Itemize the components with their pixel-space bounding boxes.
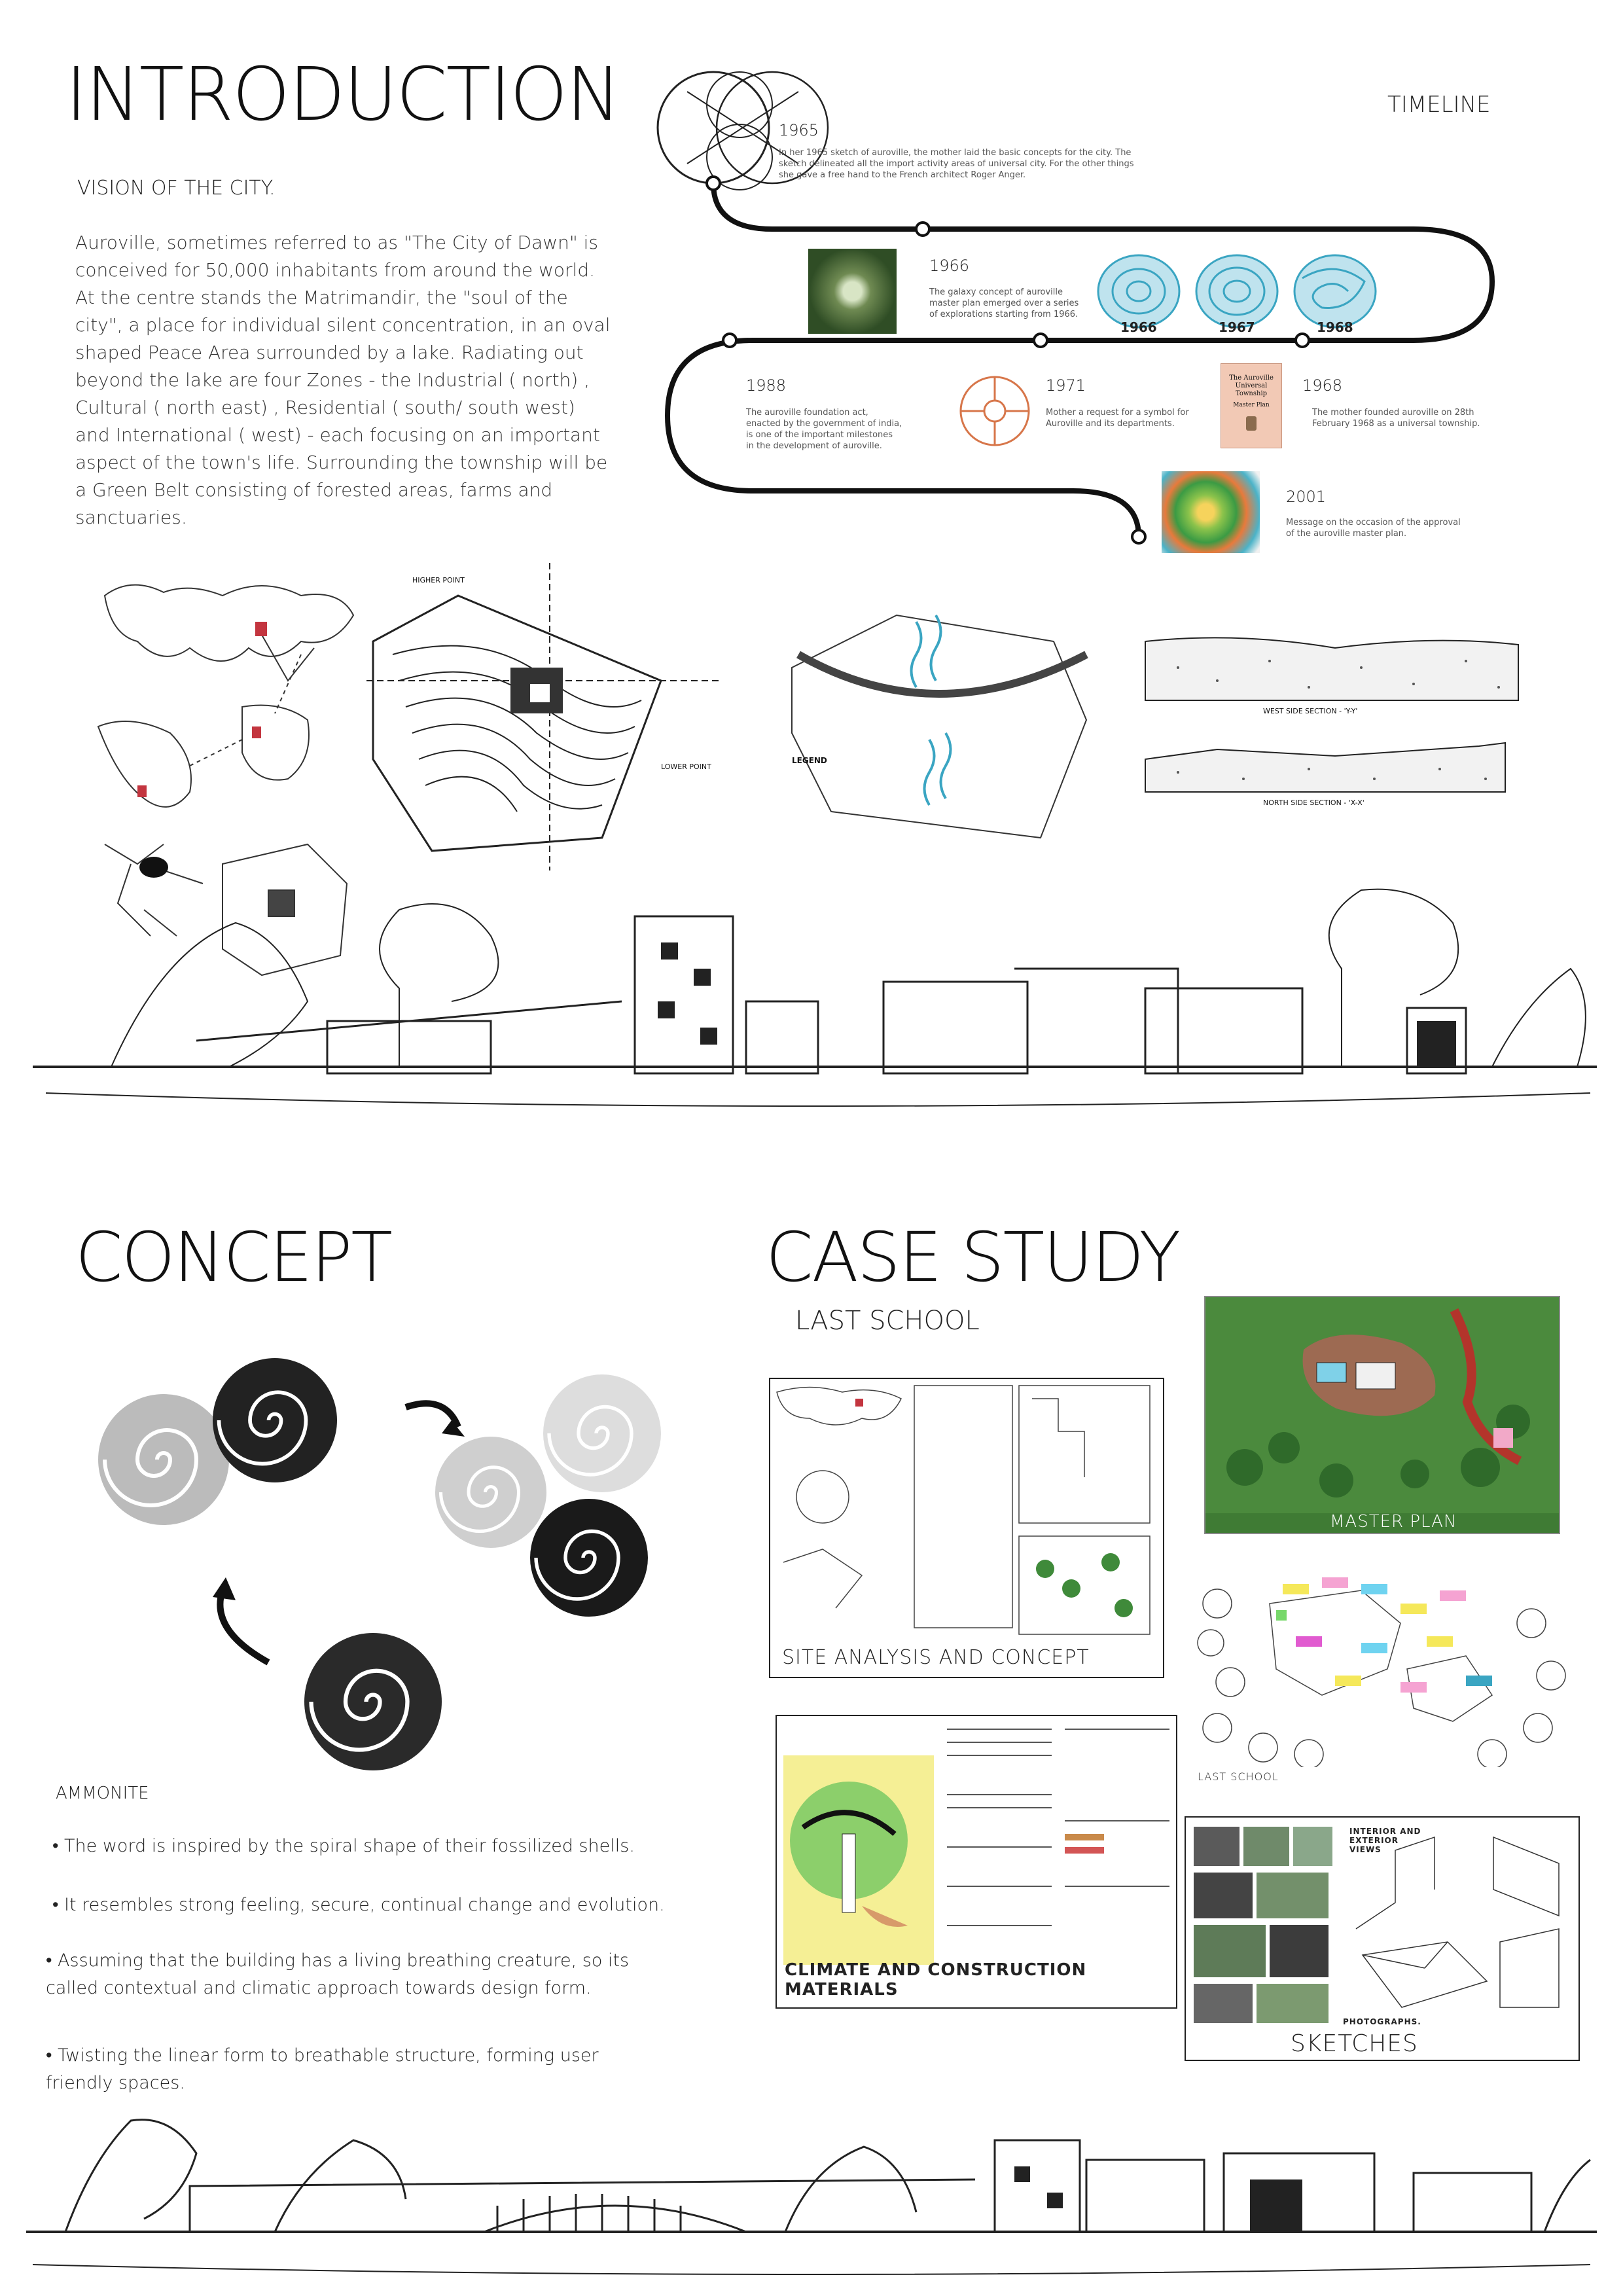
label-north-section: NORTH SIDE SECTION - 'X-X' bbox=[1263, 798, 1364, 807]
photo bbox=[1243, 1827, 1289, 1866]
photo-grid bbox=[1194, 1827, 1338, 2030]
timeline-text-1988: The auroville foundation act, enacted by the government of india, is one of the important milestones in the development of auroville. bbox=[746, 408, 902, 451]
climate-sheet bbox=[777, 1716, 1176, 1971]
caption-master-plan: MASTER PLAN bbox=[1330, 1512, 1457, 1532]
streetscape-sketch-bottom bbox=[26, 2081, 1597, 2291]
intro-subtitle: VISION OF THE CITY. bbox=[77, 177, 276, 200]
caption-climate: CLIMATE AND CONSTRUCTION MATERIALS bbox=[785, 1960, 1087, 2000]
label-lower-point: LOWER POINT bbox=[661, 762, 711, 771]
galaxy-photo bbox=[808, 249, 897, 334]
galaxy-label-1967: 1967 bbox=[1219, 319, 1255, 335]
master-plan-2001-image bbox=[1162, 471, 1260, 553]
label-west-section: WEST SIDE SECTION - 'Y-Y' bbox=[1263, 707, 1358, 715]
timeline-text-2001: Message on the occasion of the approval of the auroville master plan. bbox=[1286, 518, 1461, 539]
caption-photographs: PHOTOGRAPHS. bbox=[1343, 2017, 1421, 2026]
streetscape-sketch-top bbox=[33, 870, 1597, 1152]
concept-bullet-text: The word is inspired by the spiral shape of their fossilized shells. bbox=[64, 1836, 635, 1856]
caption-interior: INTERIOR AND EXTERIOR VIEWS bbox=[1349, 1827, 1421, 1854]
concept-label: AMMONITE bbox=[56, 1784, 149, 1803]
timeline-year-1988: 1988 bbox=[746, 376, 787, 395]
concept-bullet-4: • Twisting the linear form to breathable structure, forming user friendly spaces. bbox=[46, 2045, 599, 2093]
site-sections bbox=[1139, 622, 1590, 818]
photo bbox=[1194, 1984, 1253, 2023]
galaxy-label-1966: 1966 bbox=[1120, 319, 1157, 335]
auroville-symbol-icon bbox=[955, 372, 1034, 450]
timeline-year-2001: 2001 bbox=[1286, 488, 1327, 506]
master-plan-drawing bbox=[1205, 1297, 1559, 1513]
photo bbox=[1194, 1873, 1253, 1918]
contour-site-plan bbox=[353, 563, 720, 870]
photo bbox=[1270, 1925, 1329, 1977]
concept-bullet-text: Twisting the linear form to breathable structure, forming user friendly spaces. bbox=[46, 2045, 599, 2093]
caption-sketches: SKETCHES bbox=[1291, 2030, 1418, 2057]
timeline-text-1966: The galaxy concept of auroville master plan emerged over a series of explorations starting from 1966. bbox=[929, 287, 1079, 319]
timeline-year-1968: 1968 bbox=[1302, 376, 1343, 395]
concept-title: CONCEPT bbox=[75, 1217, 391, 1297]
concept-bullet-text: Assuming that the building has a living breathing creature, so its called contextual and climatic approach towards design form. bbox=[46, 1950, 630, 1998]
caption-last-school: LAST SCHOOL bbox=[1198, 1770, 1279, 1783]
panel-site-analysis bbox=[769, 1378, 1164, 1678]
galaxy-label-1968: 1968 bbox=[1317, 319, 1353, 335]
photo bbox=[1194, 1925, 1266, 1977]
concept-bullet-text: It resembles strong feeling, secure, continual change and evolution. bbox=[64, 1895, 665, 1915]
photo bbox=[1293, 1827, 1332, 1866]
intro-paragraph: Auroville, sometimes referred to as "The City of Dawn" is conceived for 50,000 inhabitants from around the world. At the centre stands the Matrimandir, the "soul of the city", a place for individual silent concentration, in an oval shaped Peace Area surrounded by a lake. Radiating out beyond the lake are four Zones - the Industrial ( north) , Cultural ( north east) , Residential ( south/ south west) and International ( west) - each focusing on an important aspect of the town's life. Surrounding the township will be a Green Belt consisting of forested areas, farms and sanctuaries. bbox=[75, 232, 611, 528]
timeline-text-1971: Mother a request for a symbol for Auroville and its departments. bbox=[1046, 408, 1189, 429]
panel-climate bbox=[776, 1715, 1177, 2009]
last-school-plan bbox=[1191, 1564, 1571, 1767]
concept-bullet-1: • The word is inspired by the spiral shape of their fossilized shells. bbox=[52, 1836, 635, 1856]
photo bbox=[1194, 1827, 1240, 1866]
timeline-title: TIMELINE bbox=[1387, 92, 1491, 118]
photo bbox=[1257, 1984, 1329, 2023]
emblem-icon bbox=[1246, 416, 1257, 431]
site-analysis-sheet bbox=[770, 1379, 1163, 1641]
ammonite-illustration bbox=[79, 1335, 694, 1806]
timeline-text-1968: The mother founded auroville on 28th February 1968 as a universal township. bbox=[1312, 408, 1480, 429]
label-higher-point: HIGHER POINT bbox=[412, 576, 465, 584]
timeline-year-1965: 1965 bbox=[779, 121, 819, 139]
timeline-year-1966: 1966 bbox=[929, 257, 970, 275]
caption-site-analysis: SITE ANALYSIS AND CONCEPT bbox=[782, 1646, 1090, 1669]
intro-title: INTRODUCTION bbox=[65, 52, 620, 137]
booklet-subtitle: Master Plan bbox=[1233, 402, 1270, 408]
booklet-title: The Auroville Universal Township bbox=[1229, 374, 1274, 397]
label-legend: LEGEND bbox=[792, 756, 827, 765]
panel-last-school bbox=[1191, 1564, 1571, 1787]
panel-sketches bbox=[1185, 1816, 1580, 2061]
case-study-title: CASE STUDY bbox=[766, 1217, 1180, 1297]
timeline-text-1965: In her 1965 sketch of auroville, the mother laid the basic concepts for the city. The sketch delineated all the import activity areas of universal city. For the other things she gave a free hand to the French architect Roger Anger. bbox=[779, 148, 1134, 180]
wind-sun-diagram bbox=[779, 602, 1099, 877]
panel-master-plan bbox=[1204, 1296, 1560, 1534]
master-plan-booklet bbox=[1221, 363, 1282, 448]
case-study-subtitle: LAST SCHOOL bbox=[795, 1306, 980, 1336]
concept-bullet-3: • Assuming that the building has a living breathing creature, so its called contextual and climatic approach towards design form. bbox=[46, 1950, 630, 1998]
photo bbox=[1257, 1873, 1329, 1918]
concept-bullet-2: • It resembles strong feeling, secure, continual change and evolution. bbox=[52, 1895, 665, 1915]
timeline-year-1971: 1971 bbox=[1046, 376, 1086, 395]
